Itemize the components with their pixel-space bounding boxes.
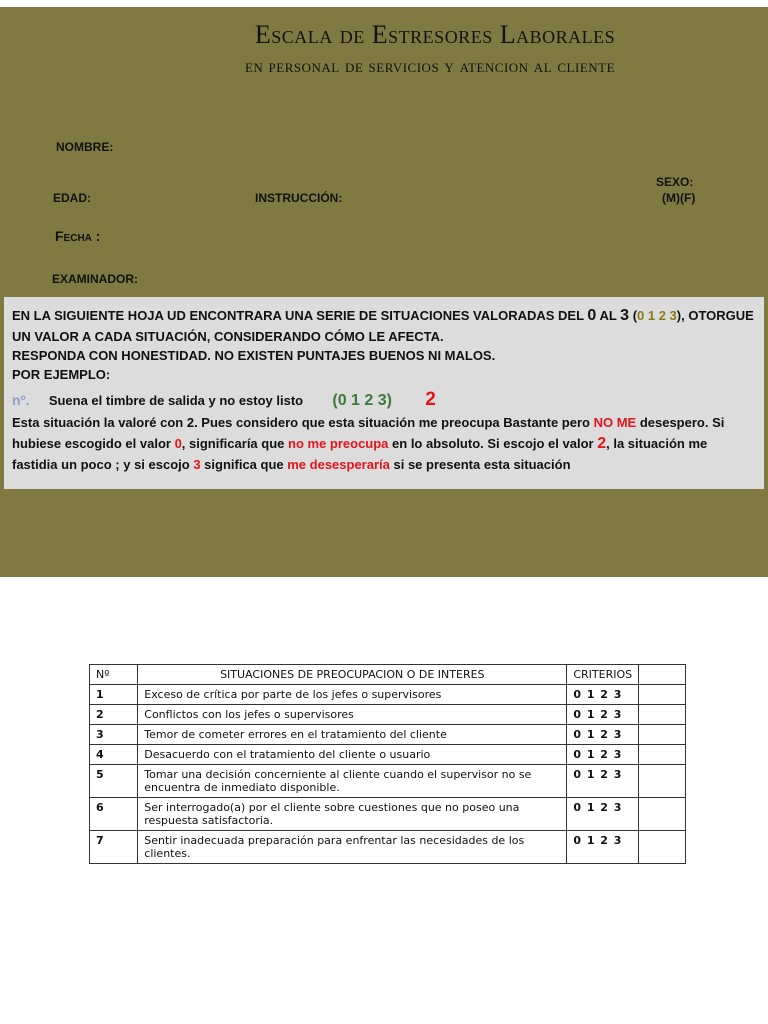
row-number: 7 — [90, 831, 138, 864]
table-row — [90, 685, 686, 705]
instructions-line-1: EN LA SIGUIENTE HOJA UD ENCONTRARA UNA SERIE DE SITUACIONES VALORADAS DEL 0 AL 3 (0 1 2 3), OTORGUE — [12, 307, 754, 324]
instructions-line-2: UN VALOR A CADA SITUACIÓN, CONSIDERANDO CÓMO LE AFECTA. — [12, 329, 444, 344]
row-criteria: 0 1 2 3 — [567, 831, 639, 864]
page-subtitle: en personal de servicios y atencion al cliente — [244, 56, 616, 77]
example-value: 2 — [425, 389, 436, 410]
sexo-options: (M)(F) — [662, 191, 696, 205]
instructions-line-4: POR EJEMPLO: — [12, 367, 111, 382]
row-criteria: 0 1 2 3 — [567, 745, 639, 765]
row-situation: Exceso de crítica por parte de los jefes o supervisores — [138, 685, 567, 705]
example-explanation: Esta situación la valoré con 2. Pues considero que esta situación me preocupa Bastante pero NO ME desespero. Si hubiese escogido el valor 0, significaría que no me preocupa en lo absoluto. Si escojo el valor 2, la situación me fastidia un poco ; y si escojo 3 significa que me desesperaría si se presenta esta situación — [12, 415, 725, 472]
sexo-label: SEXO: — [656, 175, 694, 189]
row-number: 4 — [90, 745, 138, 765]
row-situation: Desacuerdo con el tratamiento del cliente o usuario — [138, 745, 567, 765]
instruccion-label: INSTRUCCIÓN: — [255, 191, 343, 205]
row-number: 3 — [90, 725, 138, 745]
situations-table — [89, 664, 686, 864]
header-number: Nº — [90, 665, 138, 685]
example-scale: (0 1 2 3) — [332, 392, 392, 409]
table-row — [90, 745, 686, 765]
row-answer-cell[interactable] — [639, 705, 686, 725]
row-situation: Temor de cometer errores en el tratamiento del cliente — [138, 725, 567, 745]
header-band — [0, 7, 768, 577]
fecha-label: Fecha : — [55, 228, 101, 244]
page-title: Escala de Estresores Laborales — [254, 20, 616, 49]
row-number: 5 — [90, 765, 138, 798]
row-situation: Sentir inadecuada preparación para enfrentar las necesidades de los clientes. — [138, 831, 567, 864]
row-number: 6 — [90, 798, 138, 831]
example-marker: nº. — [12, 392, 30, 408]
row-criteria: 0 1 2 3 — [567, 765, 639, 798]
table-row — [90, 725, 686, 745]
row-answer-cell[interactable] — [639, 745, 686, 765]
row-answer-cell[interactable] — [639, 798, 686, 831]
table-row — [90, 831, 686, 864]
example-text: Suena el timbre de salida y no estoy listo — [48, 393, 304, 408]
row-answer-cell[interactable] — [639, 831, 686, 864]
instructions-panel — [4, 297, 764, 489]
example-row — [12, 389, 436, 411]
row-situation: Conflictos con los jefes o supervisores — [138, 705, 567, 725]
examinador-label: EXAMINADOR: — [52, 272, 138, 286]
header-criterios: CRITERIOS — [567, 665, 639, 685]
row-situation: Tomar una decisión concerniente al cliente cuando el supervisor no se encuentra de inmediato disponible. — [138, 765, 567, 798]
table-row — [90, 765, 686, 798]
table-header-row — [90, 665, 686, 685]
row-answer-cell[interactable] — [639, 685, 686, 705]
table-row — [90, 798, 686, 831]
edad-label: EDAD: — [53, 191, 91, 205]
row-criteria: 0 1 2 3 — [567, 798, 639, 831]
header-blank — [639, 665, 686, 685]
row-number: 1 — [90, 685, 138, 705]
row-criteria: 0 1 2 3 — [567, 705, 639, 725]
instructions-line-3: RESPONDA CON HONESTIDAD. NO EXISTEN PUNTAJES BUENOS NI MALOS. — [12, 348, 496, 363]
row-situation: Ser interrogado(a) por el cliente sobre cuestiones que no poseo una respuesta satisfactoria. — [138, 798, 567, 831]
row-criteria: 0 1 2 3 — [567, 685, 639, 705]
table-row — [90, 705, 686, 725]
row-criteria: 0 1 2 3 — [567, 725, 639, 745]
nombre-label: NOMBRE: — [56, 140, 114, 154]
row-answer-cell[interactable] — [639, 765, 686, 798]
header-situations: SITUACIONES DE PREOCUPACION O DE INTERES — [138, 665, 567, 685]
row-number: 2 — [90, 705, 138, 725]
row-answer-cell[interactable] — [639, 725, 686, 745]
